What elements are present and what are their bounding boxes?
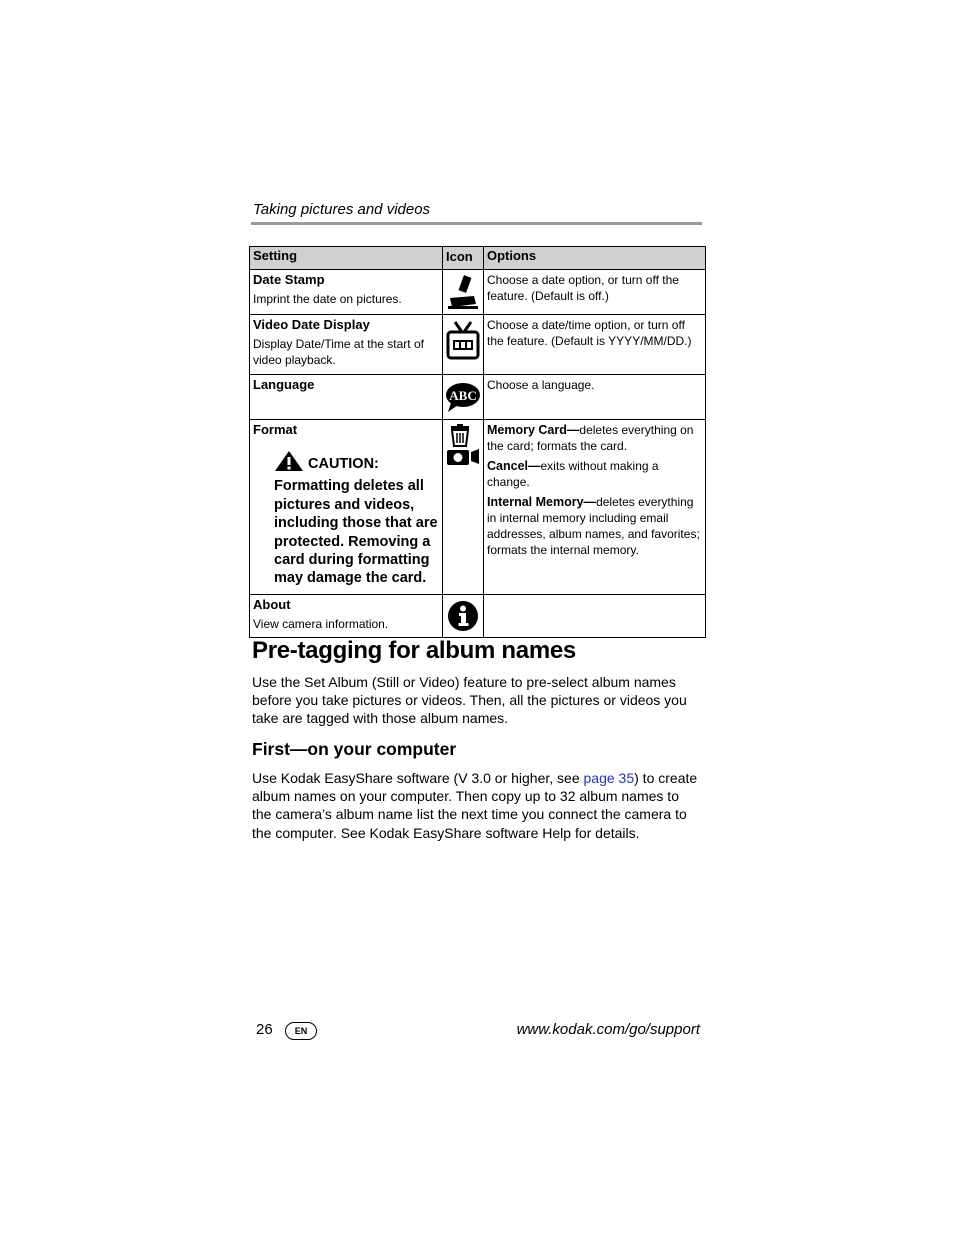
table-row	[250, 315, 706, 375]
setting-description: Imprint the date on pictures.	[253, 292, 402, 306]
setting-cell	[250, 270, 443, 315]
options-cell	[484, 315, 706, 375]
caution-text: Formatting deletes all pictures and videos, including those that are protected. Removing a card during formatting may damage the card.	[274, 478, 438, 587]
settings-table	[249, 246, 706, 638]
table-row	[250, 594, 706, 637]
section-title: Pre-tagging for album names	[252, 637, 576, 664]
setting-name: Video Date Display	[253, 317, 370, 332]
setting-description: Display Date/Time at the start of video playback.	[253, 337, 424, 367]
body-text-after-link: ) to create album names on your computer. Then copy up to 32 album names to the camera’s album name list the next time you connect the camera to the computer. See Kodak EasyShare software Help for details.	[252, 770, 698, 841]
body-paragraph	[252, 769, 702, 842]
icon-cell	[443, 375, 484, 420]
caution-label: CAUTION:	[308, 455, 379, 472]
page-number: 26	[256, 1021, 273, 1038]
option-cancel: Cancel—exits without making a change.	[487, 459, 659, 489]
table-row	[250, 270, 706, 315]
subsection-title: First—on your computer	[252, 739, 457, 759]
table-header-row	[250, 247, 706, 270]
table-row	[250, 375, 706, 420]
icon-cell	[443, 270, 484, 315]
table-row	[250, 420, 706, 595]
setting-cell	[250, 594, 443, 637]
setting-name: Format	[253, 422, 298, 437]
setting-name: Date Stamp	[253, 272, 325, 287]
setting-name: Language	[253, 377, 315, 392]
warning-icon	[274, 450, 304, 477]
options-cell	[484, 594, 706, 637]
setting-cell	[250, 315, 443, 375]
support-url[interactable]: www.kodak.com/go/support	[516, 1021, 700, 1038]
format-trash-camera-icon	[443, 422, 483, 468]
options-cell	[484, 420, 706, 595]
body-text-before-link: Use Kodak EasyShare software (V 3.0 or higher, see	[252, 770, 584, 786]
setting-cell	[250, 375, 443, 420]
info-icon	[443, 597, 483, 635]
option-text: Choose a date/time option, or turn off the feature. (Default is YYYY/MM/DD.)	[487, 318, 692, 348]
date-stamp-icon	[443, 272, 483, 312]
icon-cell	[443, 420, 484, 595]
option-text: Choose a language.	[487, 378, 595, 392]
intro-paragraph: Use the Set Album (Still or Video) feature to pre-select album names before you take pictures or videos. Then, all the pictures or videos you take are tagged with those album names.	[252, 674, 687, 727]
setting-description: View camera information.	[253, 616, 389, 631]
setting-name: About	[253, 596, 291, 612]
setting-cell	[250, 420, 443, 595]
options-cell	[484, 375, 706, 420]
icon-cell	[443, 594, 484, 637]
column-header-options: Options	[484, 247, 706, 270]
language-badge: EN	[285, 1022, 317, 1040]
svg-text:ABC: ABC	[449, 388, 477, 403]
running-head: Taking pictures and videos	[253, 201, 431, 218]
language-abc-icon	[443, 377, 483, 417]
option-text: Choose a date option, or turn off the feature. (Default is off.)	[487, 273, 679, 303]
header-rule	[251, 222, 702, 225]
column-header-setting: Setting	[250, 247, 443, 270]
video-date-display-icon	[443, 317, 483, 365]
page-link[interactable]: page 35	[583, 770, 635, 786]
option-internal-memory: Internal Memory—deletes everything in internal memory including email addresses, album names, and favorites; formats the internal memory.	[487, 495, 700, 557]
option-memory-card: Memory Card—deletes everything on the card; formats the card.	[487, 423, 694, 453]
caution-note	[274, 450, 439, 588]
options-cell	[484, 270, 706, 315]
icon-cell	[443, 315, 484, 375]
caution-heading	[274, 450, 439, 477]
column-header-icon: Icon	[443, 247, 484, 270]
